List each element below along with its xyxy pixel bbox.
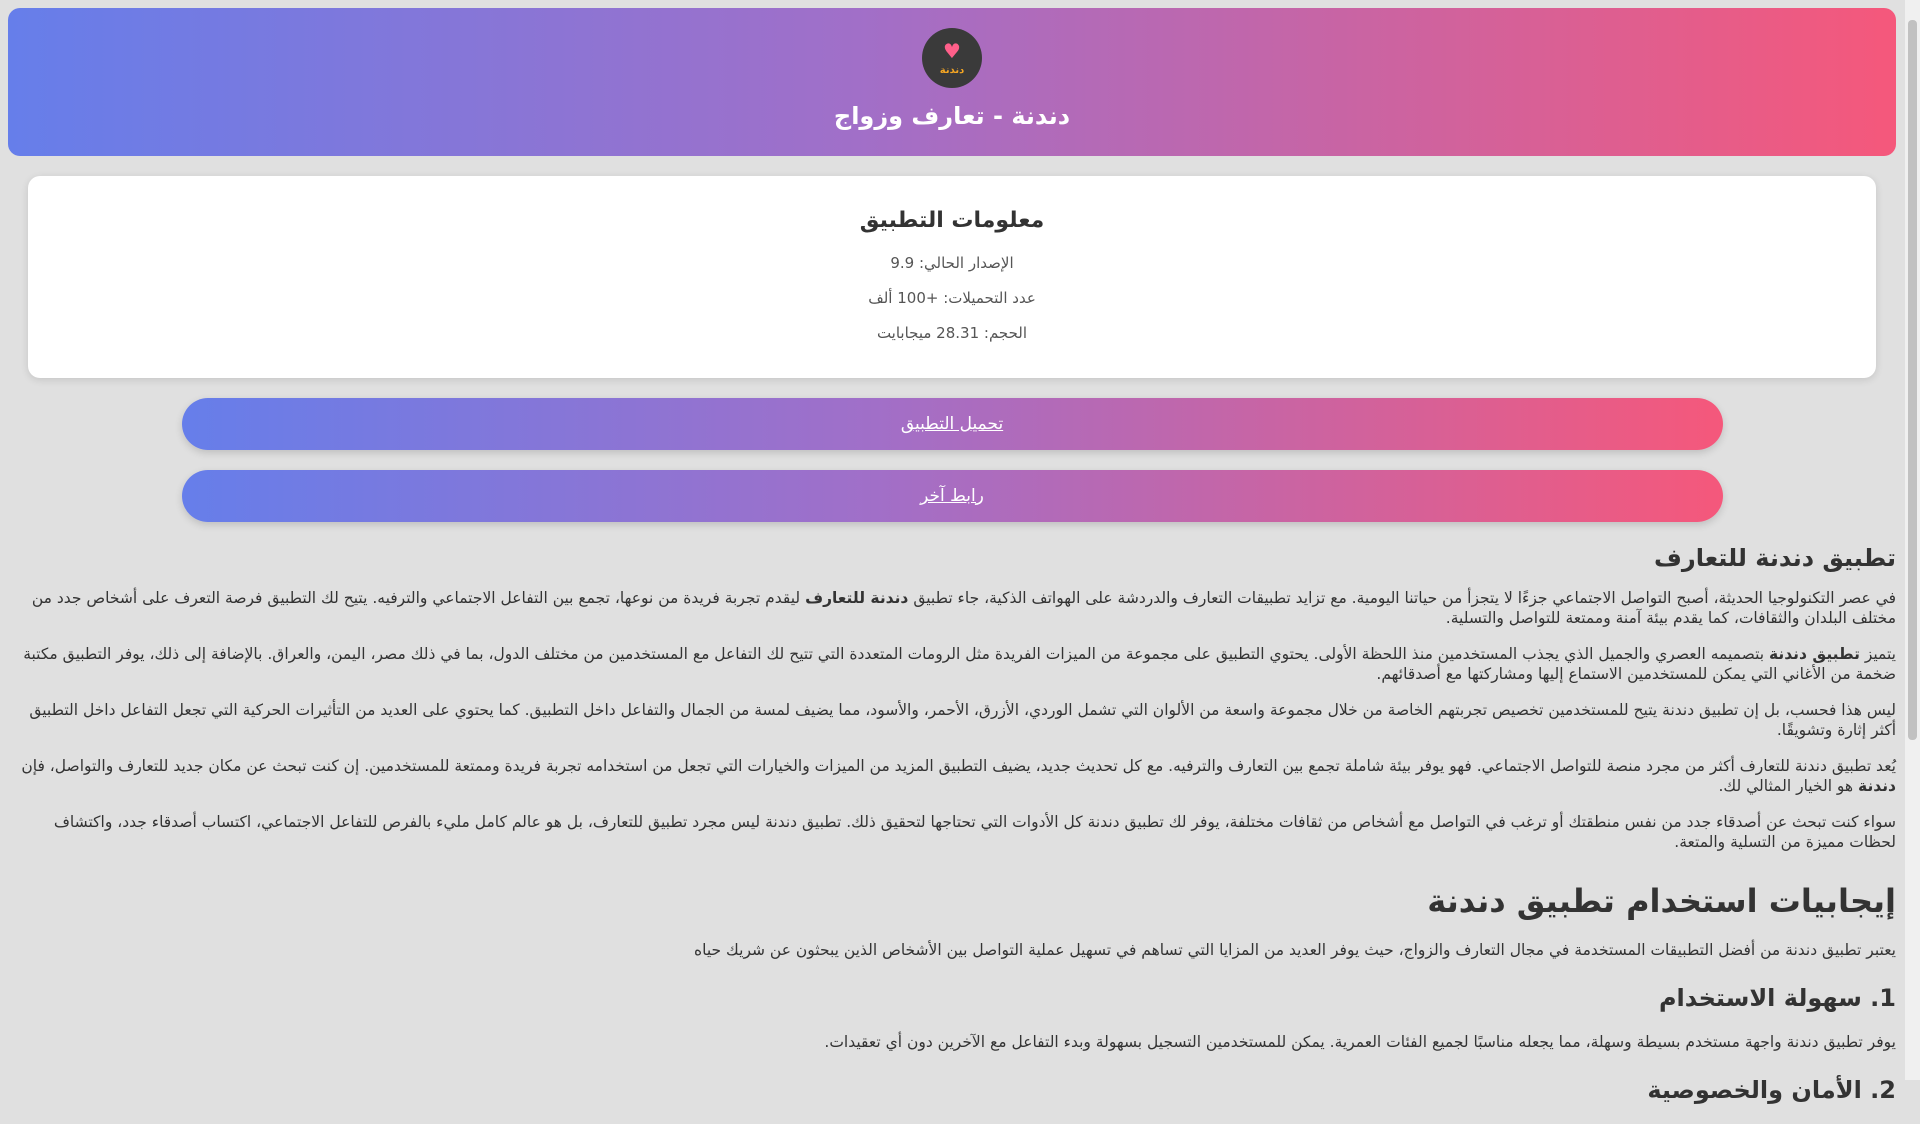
- paragraph: يوفر تطبيق دندنة واجهة مستخدم بسيطة وسهلة، مما يجعله مناسبًا لجميع الفئات العمرية. يمكن للمستخدمين التسجيل بسهولة وبدء التفاعل مع الآخرين دون أي تعقيدات.: [824, 1033, 1896, 1051]
- other-link-button[interactable]: رابط آخر: [182, 470, 1723, 522]
- bold-text: تطبيق دندنة: [1769, 645, 1860, 663]
- header-banner: [8, 8, 1896, 156]
- info-version: الإصدار الحالي: 9.9: [890, 254, 1014, 272]
- paragraph: [8, 756, 1896, 796]
- info-title: معلومات التطبيق: [859, 208, 1045, 233]
- page-title: دندنة - تعارف وزواج: [833, 102, 1071, 130]
- info-size: الحجم: 28.31 ميجابايت: [876, 324, 1028, 342]
- paragraph: ليس هذا فحسب، بل إن تطبيق دندنة يتيح للمستخدمين تخصيص تجربتهم الخاصة من خلال مجموعة واسعة من الألوان التي تشمل الوردي، الأزرق، الأحمر، والأسود، مما يضيف لمسة من الجمال والتفاعل داخل التطبيق. كما يحتوي على العديد من التأثيرات الحركية التي تجعل التفاعل داخل التطبيق أكثر إثارة وتشويقًا.: [29, 701, 1896, 739]
- article-heading: تطبيق دندنة للتعارف: [1654, 544, 1896, 572]
- scrollbar[interactable]: [1905, 0, 1920, 1080]
- download-app-button[interactable]: تحميل التطبيق: [182, 398, 1723, 450]
- text: ليقدم تجربة فريدة من نوعها، تجمع بين التفاعل الاجتماعي والترفيه. يتيح لك التطبيق فرصة التعرف على أشخاص جدد من مختلف البلدان والثقافات، كما يقدم بيئة آمنة وممتعة للتواصل والتسلية.: [31, 589, 1896, 627]
- advantages-heading: إيجابيات استخدام تطبيق دندنة: [1427, 882, 1896, 920]
- text: يتميز: [1859, 645, 1896, 663]
- text: في عصر التكنولوجيا الحديثة، أصبح التواصل الاجتماعي جزءًا لا يتجزأ من حياتنا اليومية. مع تزايد تطبيقات التعارف والدردشة على الهواتف الذكية، جاء تطبيق: [908, 589, 1896, 607]
- info-downloads: عدد التحميلات: +100 ألف: [868, 289, 1036, 307]
- article: [8, 542, 1896, 1106]
- heart-icon: ♥: [943, 39, 961, 63]
- logo-text: دندنة: [939, 65, 965, 76]
- scrollbar-thumb[interactable]: [1908, 20, 1917, 740]
- section-heading: 1. سهولة الاستخدام: [1658, 984, 1896, 1012]
- text: هو الخيار المثالي لك.: [1718, 777, 1859, 795]
- app-info-card: [28, 176, 1876, 378]
- section-heading: 2. الأمان والخصوصية: [1647, 1076, 1896, 1104]
- paragraph: يعتبر تطبيق دندنة من أفضل التطبيقات المستخدمة في مجال التعارف والزواج، حيث يوفر العديد من المزايا التي تساهم في تسهيل عملية التواصل بين الأشخاص الذين يبحثون عن شريك حياه: [694, 941, 1896, 959]
- text: يُعد تطبيق دندنة للتعارف أكثر من مجرد منصة للتواصل الاجتماعي. فهو يوفر بيئة شاملة تجمع بين التعارف والترفيه. مع كل تحديث جديد، يضيف التطبيق المزيد من الميزات والخيارات التي تجعل من استخدامه تجربة فريدة وممتعة للمستخدمين. إن كنت تبحث عن مكان جديد للتعارف والتواصل، فإن: [21, 757, 1896, 775]
- bold-text: دندنة للتعارف: [805, 589, 909, 607]
- app-logo: [922, 28, 982, 88]
- paragraph: [8, 644, 1896, 684]
- bold-text: دندنة: [1858, 777, 1896, 795]
- paragraph: سواء كنت تبحث عن أصدقاء جدد من نفس منطقتك أو ترغب في التواصل مع أشخاص من ثقافات مختلفة، يوفر لك تطبيق دندنة كل الأدوات التي تحتاجها لتحقيق ذلك. تطبيق دندنة ليس مجرد تطبيق للتعارف، بل هو عالم كامل مليء بالفرص للتفاعل الاجتماعي، اكتساب أصدقاء جدد، واكتشاف لحظات مميزة من التسلية والمتعة.: [53, 813, 1896, 851]
- text: بتصميمه العصري والجميل الذي يجذب المستخدمين منذ اللحظة الأولى. يحتوي التطبيق على مجموعة من الميزات الفريدة مثل الرومات المتعددة التي تتيح لك التفاعل مع المستخدمين من مختلف الدول، بما في ذلك مصر، اليمن، والعراق. بالإضافة إلى ذلك، يوفر التطبيق مكتبة ضخمة من الأغاني التي يمكن للمستخدمين الاستماع إليها ومشاركتها مع أصدقائهم.: [23, 645, 1896, 683]
- page: [8, 8, 1896, 1124]
- paragraph: [8, 588, 1896, 628]
